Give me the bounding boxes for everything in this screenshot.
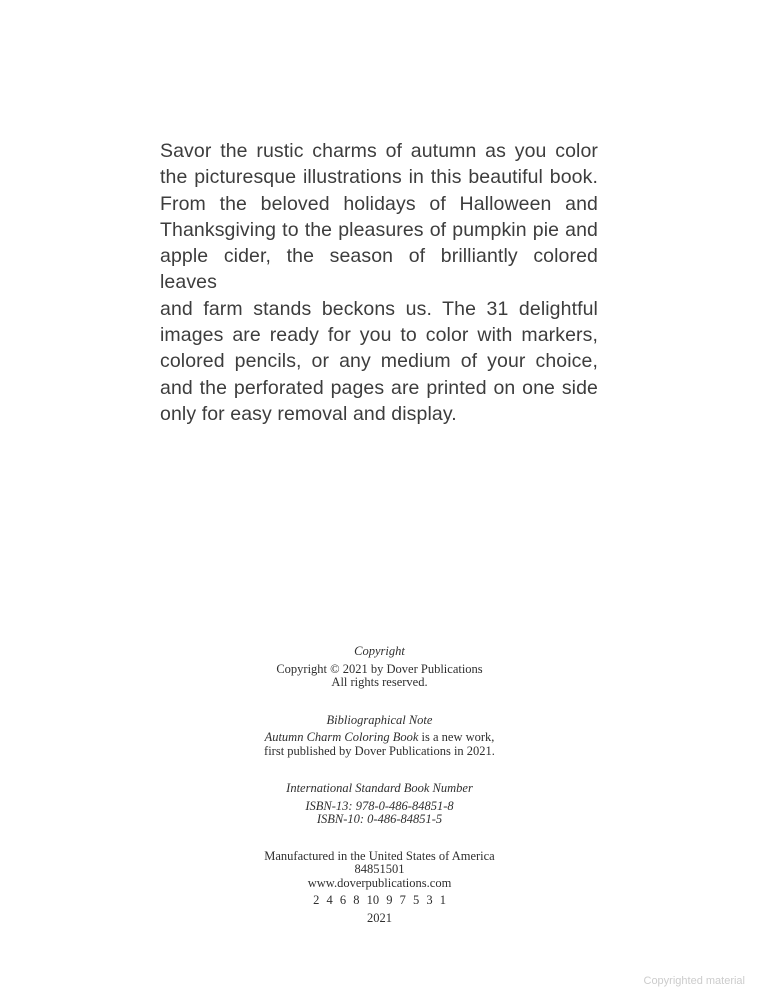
intro-paragraph xyxy=(160,138,598,427)
colophon xyxy=(0,645,759,925)
bibliographical-note-line2: first published by Dover Publications in 2021. xyxy=(264,743,495,758)
rights-reserved: All rights reserved. xyxy=(331,675,428,689)
copyrighted-material-label: Copyrighted material xyxy=(643,975,745,987)
book-title: Autumn Charm Coloring Book xyxy=(264,730,419,744)
intro-line: the picturesque illustrations in this beautiful book. xyxy=(160,166,598,189)
intro-line: Thanksgiving to the pleasures of pumpkin pie and xyxy=(160,218,598,241)
intro-line: only for easy removal and display. xyxy=(160,402,457,425)
isbn-10: ISBN-10: 0-486-84851-5 xyxy=(316,812,443,826)
isbn-13: ISBN-13: 978-0-486-84851-8 xyxy=(305,798,454,813)
intro-line: and farm stands beckons us. The 31 delightful xyxy=(160,297,598,320)
bibliographical-note-rest: is a new work, xyxy=(418,730,495,744)
manufactured-line: Manufactured in the United States of America xyxy=(264,848,495,863)
copyright-notice: Copyright © 2021 by Dover Publications xyxy=(276,661,483,676)
intro-line: images are ready for you to color with markers, xyxy=(160,324,598,347)
intro-line: and the perforated pages are printed on one side xyxy=(160,376,598,399)
copyright-heading: Copyright xyxy=(354,644,405,658)
publisher-website: www.doverpublications.com xyxy=(307,875,452,890)
bibliographical-note-heading: Bibliographical Note xyxy=(326,712,433,727)
intro-line: colored pencils, or any medium of your choice, xyxy=(160,350,598,373)
intro-line: apple cider, the season of brilliantly colored leaves xyxy=(160,245,598,294)
print-code: 84851501 xyxy=(354,862,405,876)
printers-key: 2 4 6 8 10 9 7 5 3 1 xyxy=(313,893,446,907)
print-year: 2021 xyxy=(367,910,392,925)
isbn-heading: International Standard Book Number xyxy=(286,781,473,795)
intro-line: Savor the rustic charms of autumn as you color xyxy=(160,140,598,162)
bibliographical-note-line1 xyxy=(0,731,759,745)
intro-line: From the beloved holidays of Halloween and xyxy=(160,192,598,215)
